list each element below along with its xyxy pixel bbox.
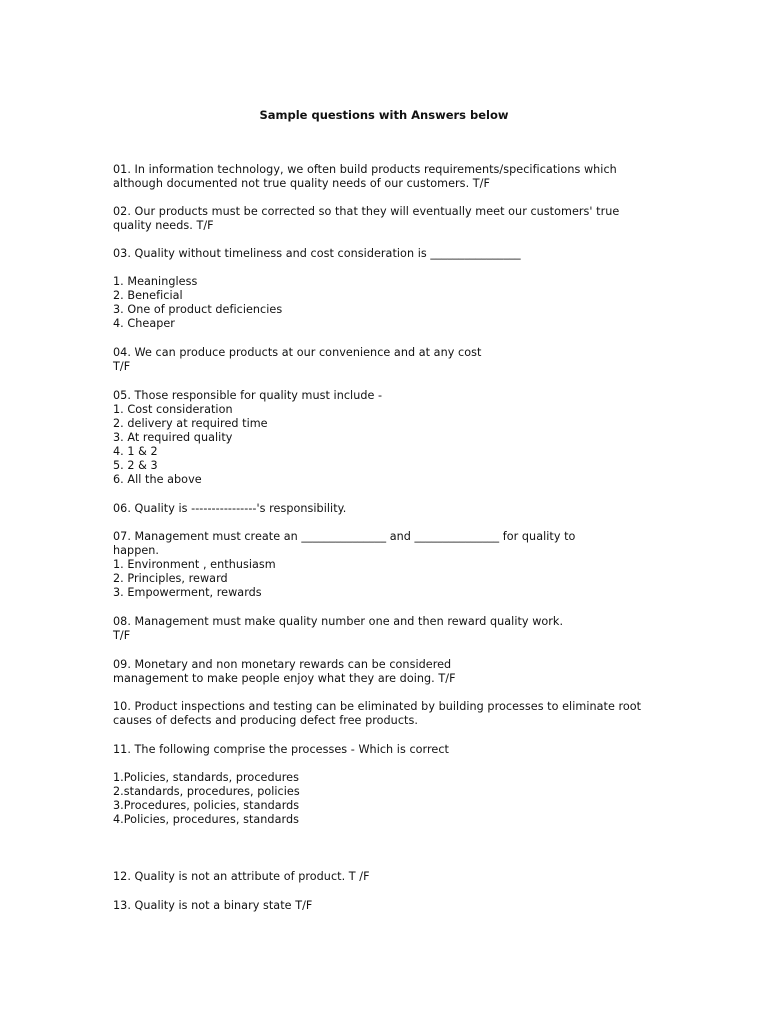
- question-11-option-1: 1.Policies, standards, procedures: [113, 771, 299, 784]
- question-03-text: 03. Quality without timeliness and cost consideration is ________________: [113, 247, 521, 260]
- question-10-line-2: causes of defects and producing defect free products.: [113, 714, 418, 727]
- question-05-option-1: 1. Cost consideration: [113, 403, 233, 416]
- question-05-option-3: 3. At required quality: [113, 431, 233, 444]
- question-05-option-2: 2. delivery at required time: [113, 417, 268, 430]
- question-13-text: 13. Quality is not a binary state T/F: [113, 899, 313, 912]
- question-05-text: 05. Those responsible for quality must include -: [113, 389, 383, 402]
- question-04-tf: T/F: [113, 360, 131, 373]
- question-11-option-2: 2.standards, procedures, policies: [113, 785, 300, 798]
- question-07-option-2: 2. Principles, reward: [113, 572, 228, 585]
- document-title: Sample questions with Answers below: [259, 108, 509, 122]
- question-01-line-2: although documented not true quality needs of our customers. T/F: [113, 177, 490, 190]
- question-10-line-1: 10. Product inspections and testing can be eliminated by building processes to eliminate root: [113, 700, 642, 713]
- question-11-text: 11. The following comprise the processes - Which is correct: [113, 743, 449, 756]
- question-03-option-3: 3. One of product deficiencies: [113, 303, 283, 316]
- question-07-option-1: 1. Environment , enthusiasm: [113, 558, 276, 571]
- question-09-line-1: 09. Monetary and non monetary rewards can be considered: [113, 658, 452, 671]
- question-03-option-2: 2. Beneficial: [113, 289, 183, 302]
- question-12-text: 12. Quality is not an attribute of product. T /F: [113, 870, 370, 883]
- question-07-option-3: 3. Empowerment, rewards: [113, 586, 262, 599]
- question-02-line-2: quality needs. T/F: [113, 219, 214, 232]
- question-05-option-4: 4. 1 & 2: [113, 445, 158, 458]
- question-11-option-3: 3.Procedures, policies, standards: [113, 799, 300, 812]
- question-08-text: 08. Management must make quality number one and then reward quality work.: [113, 615, 564, 628]
- question-03-option-4: 4. Cheaper: [113, 317, 175, 330]
- question-09-line-2: management to make people enjoy what they are doing. T/F: [113, 672, 456, 685]
- question-02-line-1: 02. Our products must be corrected so that they will eventually meet our customers' true: [113, 205, 620, 218]
- question-03-option-1: 1. Meaningless: [113, 275, 198, 288]
- question-05-option-6: 6. All the above: [113, 473, 202, 486]
- question-08-tf: T/F: [113, 629, 131, 642]
- question-05-option-5: 5. 2 & 3: [113, 459, 158, 472]
- question-11-option-4: 4.Policies, procedures, standards: [113, 813, 299, 826]
- question-06-text: 06. Quality is ----------------'s responsibility.: [113, 502, 347, 515]
- question-04-text: 04. We can produce products at our convenience and at any cost: [113, 346, 482, 359]
- question-01-line-1: 01. In information technology, we often build products requirements/specifications which: [113, 163, 617, 176]
- question-07-line-2: happen.: [113, 544, 160, 557]
- question-07-line-1: 07. Management must create an _______________ and _______________ for quality to: [113, 530, 576, 543]
